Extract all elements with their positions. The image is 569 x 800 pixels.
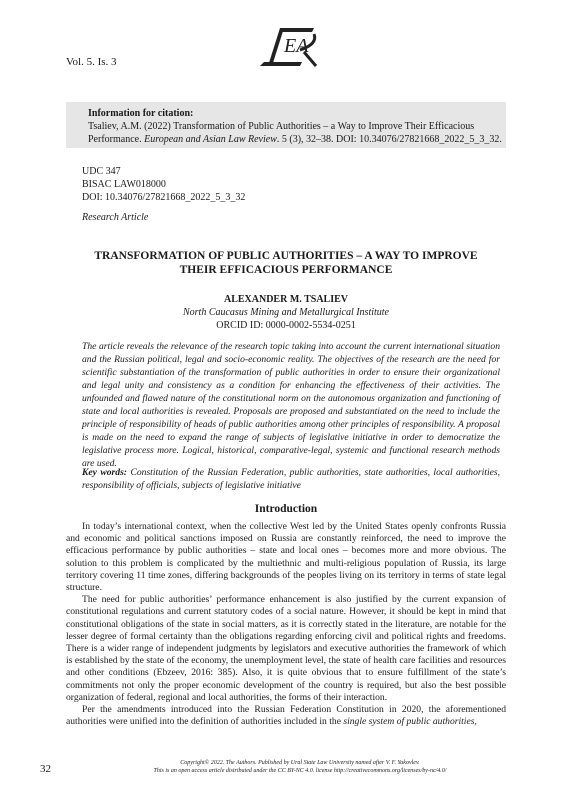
- author-affiliation: North Caucasus Mining and Metallurgical Institute: [182, 307, 389, 318]
- journal-name: European and Asian Law Review: [144, 134, 277, 145]
- author-orcid[interactable]: ORCID ID: 0000-0002-5534-0251: [216, 320, 356, 331]
- body-text: [66, 521, 506, 728]
- volume-issue: Vol. 5. Is. 3: [66, 56, 117, 68]
- paragraph: Per the amendments introduced into the Russian Federation Constitution in 2020, the aforementioned authorities were unified into the definition of authorities included in the single system of public authorities,: [66, 704, 506, 728]
- citation-heading: Information for citation:: [88, 108, 194, 119]
- article-title: TRANSFORMATION OF PUBLIC AUTHORITIES – A WAY TO IMPROVE THEIR EFFICACIOUS PERFORMANCE: [94, 250, 478, 276]
- journal-logo: [230, 22, 340, 70]
- article-type: Research Article: [82, 212, 149, 223]
- keywords-label: Key words:: [82, 467, 128, 478]
- keywords: [82, 466, 500, 492]
- page-footer: [100, 759, 500, 775]
- license-line[interactable]: This is an open access article distributed under the CC BY-NC 4.0. license http://creativecommons.org/licenses/by-nc/4.0/: [153, 768, 447, 774]
- udc-code: UDC 347: [82, 166, 121, 177]
- author-name: ALEXANDER M. TSALIEV: [223, 294, 348, 305]
- doi[interactable]: DOI: 10.34076/27821668_2022_5_3_32: [82, 192, 246, 203]
- page-number: 32: [40, 763, 51, 775]
- citation-box: [66, 102, 506, 148]
- bisac-code: BISAC LAW018000: [82, 179, 166, 190]
- keywords-text: Constitution of the Russian Federation, public authorities, state authorities, local authorities, responsibility of officials, subjects of legislative initiative: [82, 467, 501, 491]
- citation-line: Tsaliev, A.M. (2022) Transformation of Public Authorities – a Way to Improve Their Efficacious: [88, 121, 475, 132]
- abstract: The article reveals the relevance of the research topic taking into account the current international situation and the Russian political, legal and socio-economic reality. The objectives of the research are the need for scientific substantiation of the transformation of public authorities in order to ensure their organizational and legal unity and consistency as a condition for enhancing the effectiveness of their activities. The unfounded and flawed nature of the constitutional norm on the autonomous organization and functioning of state and local authorities is revealed. Proposals are proposed and substantiated on the need to include the principle of responsibility of heads of public authorities among other principles of responsibility. A proposal is made on the need to expand the range of subjects of legislative initiative in order to democratize the legislative process more. Logical, historical, comparative-legal, systemic and functional research methods are used.: [82, 341, 500, 469]
- article-meta: [82, 165, 245, 204]
- paragraph: In today’s international context, when the collective West led by the United States openly confronts Russia and economic and political sanctions imposed on Russia are constantly reinforced, the need to improve the efficacious performance by public authorities – state and local ones – becomes more and more obvious. The solution to this problem is complicated by the multiethnic and multi-religious population of Russia, its large territory covering 11 time zones, differing backgrounds of the peoples living on its territory in terms of state legal structure.: [66, 521, 506, 594]
- copyright-line: Copyright© 2022. The Authors. Published by Ural State Law University named after V. F. Yakovlev.: [180, 760, 420, 766]
- citation-line: Performance. European and Asian Law Review. 5 (3), 32–38. DOI: 10.34076/27821668_2022_5_3_32.: [88, 134, 502, 145]
- paragraph: The need for public authorities’ performance enhancement is also justified by the current expansion of constitutional regulations and current statutory codes of a social nature. However, it should be kept in mind that constitutional obligations of the state in social matters, as it is correctly stated in the literature, are notable for the lesser degree of formal certainty than the obligations regarding enforcing civil and political rights and freedoms. There is a wider range of independent judgments by legislators and executive authorities the framework of which is established by the state of the economy, the unemployment level, the state of health care facilities and resources and other conditions (Ebzeev, 2016: 385). Also, it is quite obvious that to ensure fulfillment of the state’s commitments not only the proper economic development of the country is required, but also the best possible organization of federal, regional and local authorities, the forms of their interaction.: [66, 594, 506, 703]
- svg-text:EA: EA: [284, 35, 309, 57]
- section-heading-introduction: Introduction: [254, 503, 318, 515]
- author-block: [66, 293, 506, 332]
